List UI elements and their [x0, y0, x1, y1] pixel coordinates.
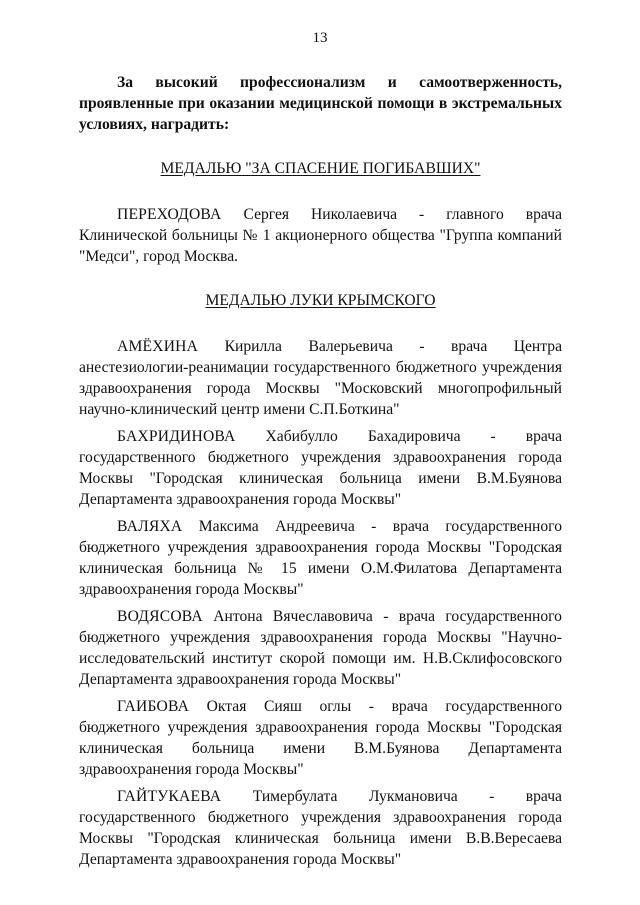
award-entry — [79, 426, 562, 510]
section-title-rescue-medal: МЕДАЛЬЮ "ЗА СПАСЕНИЕ ПОГИБАВШИХ" — [160, 160, 481, 177]
awardee-surname: АМЁХИНА — [117, 338, 199, 355]
section-title-luka-krymsky-medal: МЕДАЛЬЮ ЛУКИ КРЫМСКОГО — [205, 292, 436, 309]
award-lead-paragraph: За высокий профессионализм и самоотверженность, проявленные при оказании медицинской помощи в экстремальных условиях, наградить: — [79, 74, 562, 133]
awardee-surname: ВАЛЯХА — [117, 518, 183, 535]
award-entry — [79, 606, 562, 690]
awardee-details: Хабибулло Бахадировича - врача государственного бюджетного учреждения здравоохранения города Москвы "Городская клиническая больница имени В.М.Буянова Департамента здравоохранения города Москвы" — [79, 428, 562, 508]
award-entry — [79, 336, 562, 420]
awardee-surname: ПЕРЕХОДОВА — [117, 206, 222, 223]
awardee-surname: ГАИБОВА — [117, 698, 190, 715]
awardee-details: Максима Андреевича - врача государственного бюджетного учреждения здравоохранения города Москвы "Городская клиническая больница № 15 имени О.М.Филатова Департамента здравоохранения города Москвы" — [79, 518, 562, 598]
award-entry — [79, 786, 562, 870]
awardee-surname: ГАЙТУКАЕВА — [117, 788, 222, 805]
award-entry — [79, 696, 562, 780]
awardee-details: Тимербулата Лукмановича - врача государственного бюджетного учреждения здравоохранения города Москвы "Городская клиническая больница имени В.В.Вересаева Департамента здравоохранения города Москвы" — [79, 788, 562, 868]
awardee-details: Сергея Николаевича - главного врача Клинической больницы № 1 акционерного общества "Группа компаний "Медси", город Москва. — [79, 206, 562, 265]
awardee-surname: БАХРИДИНОВА — [117, 428, 236, 445]
awardee-surname: ВОДЯСОВА — [117, 608, 203, 625]
awardee-details: Октая Сияш оглы - врача государственного бюджетного учреждения здравоохранения города Москвы "Городская клиническая больница имени В.М.Буянова Департамента здравоохранения города Москвы" — [79, 698, 562, 778]
awardee-details: Антона Вячеславовича - врача государственного бюджетного учреждения здравоохранения города Москвы "Научно-исследовательский институт скорой помощи им. Н.В.Склифосовского Департамента здравоохранения города Москвы" — [79, 608, 562, 688]
document-body — [79, 72, 562, 870]
awardee-details: Кирилла Валерьевича - врача Центра анестезиологии-реанимации государственного бюджетного учреждения здравоохранения города Москвы "Московский многопрофильный научно-клинический центр имени С.П.Боткина" — [79, 338, 562, 418]
page-number: 13 — [312, 30, 328, 46]
award-entry — [79, 516, 562, 600]
award-entry — [79, 204, 562, 267]
